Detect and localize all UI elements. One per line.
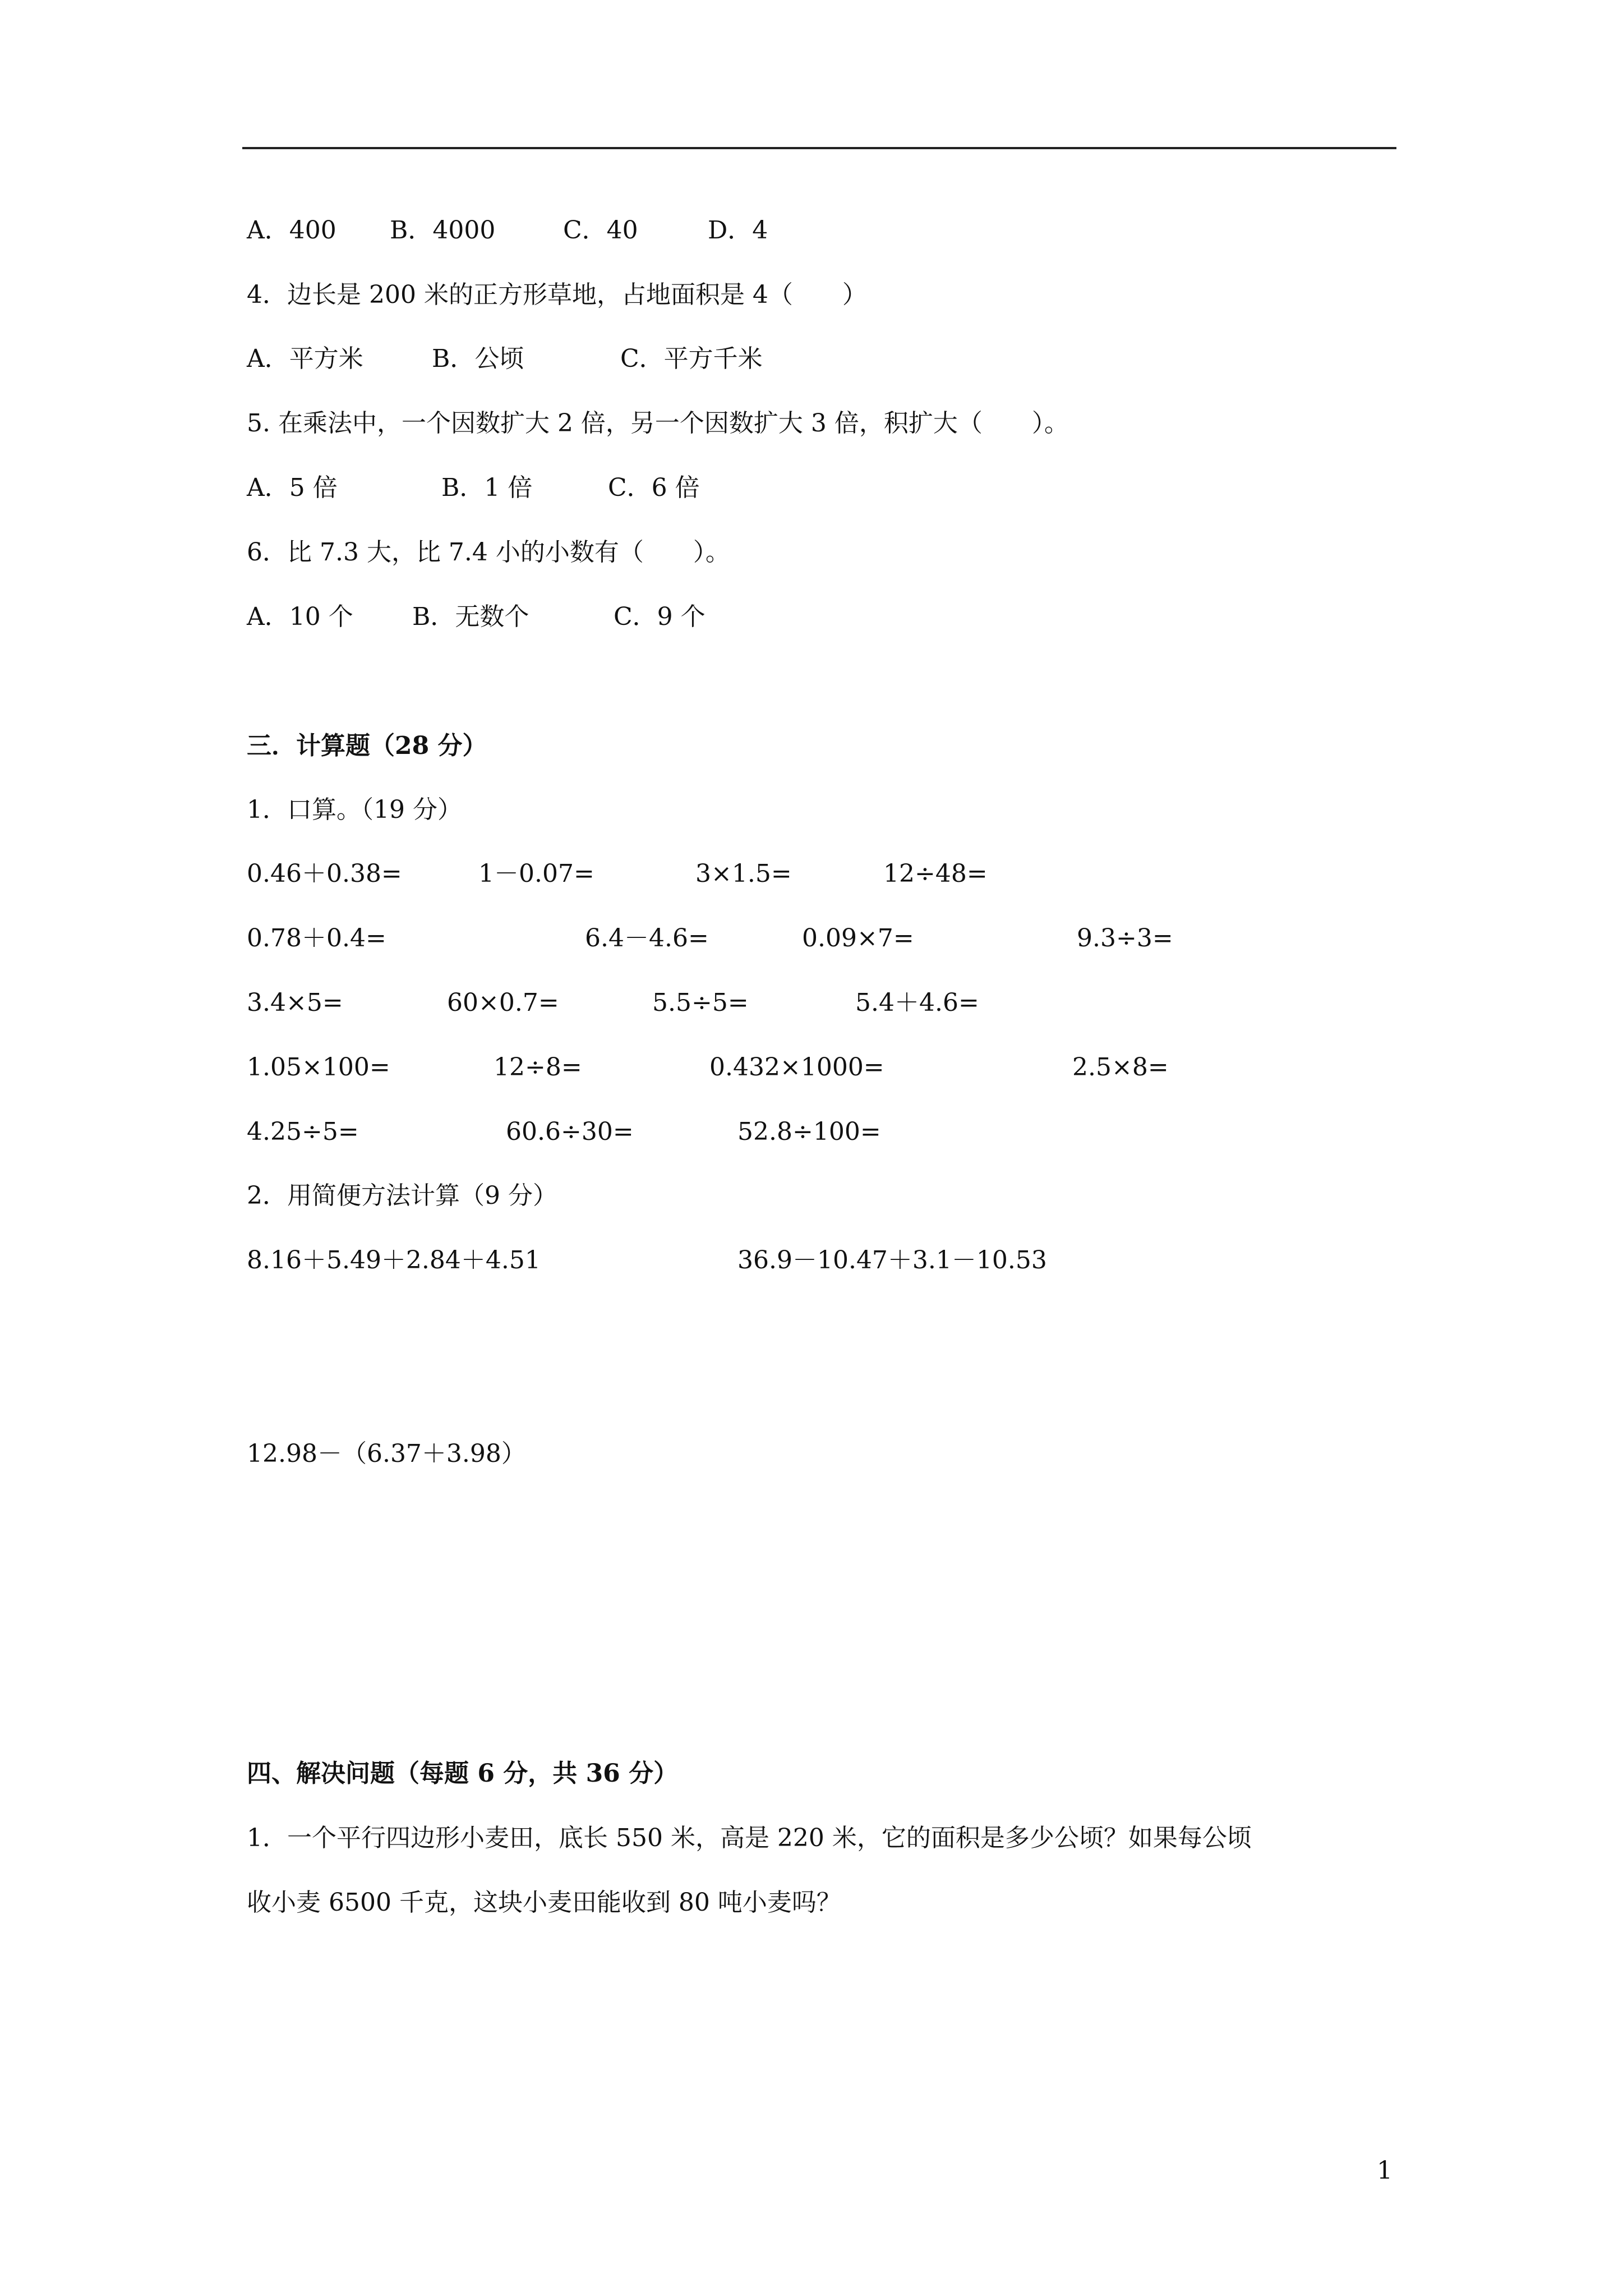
- simple-calc-problem: 36.9－10.47＋3.1－10.53: [737, 1246, 1047, 1274]
- q5-option-a: A．5 倍: [247, 473, 338, 502]
- q3-option-b: B．4000: [390, 216, 496, 245]
- q6-stem: 6．比 7.3 大，比 7.4 小的小数有（ ）。: [247, 538, 730, 567]
- oral-problem: 1.05×100=: [247, 1053, 390, 1082]
- oral-problem: 0.78＋0.4=: [247, 924, 386, 953]
- simple-calc-problem: 8.16＋5.49＋2.84＋4.51: [247, 1246, 541, 1274]
- oral-problem: 0.46＋0.38=: [247, 859, 402, 888]
- oral-problem: 6.4－4.6=: [585, 924, 709, 953]
- oral-problem: 1－0.07=: [478, 859, 594, 888]
- q3-option-a: A．400: [247, 216, 336, 245]
- oral-problem: 12÷8=: [494, 1053, 582, 1082]
- header-rule: [242, 147, 1396, 149]
- oral-problem: 0.09×7=: [802, 924, 914, 953]
- q5-option-b: B．1 倍: [441, 473, 533, 502]
- simple-calc-problem: 12.98－（6.37＋3.98）: [247, 1439, 526, 1468]
- q3-option-c: C．40: [563, 216, 638, 245]
- q5-stem: 5. 在乘法中，一个因数扩大 2 倍，另一个因数扩大 3 倍，积扩大（ ）。: [247, 409, 1069, 438]
- oral-problem: 60×0.7=: [447, 988, 559, 1017]
- q6-option-c: C．9 个: [614, 602, 706, 631]
- oral-problem: 9.3÷3=: [1077, 924, 1173, 953]
- oral-problem: 12÷48=: [883, 859, 988, 888]
- simple-calc-title: 2．用简便方法计算（9 分）: [247, 1181, 557, 1210]
- q3-option-d: D．4: [708, 216, 768, 245]
- oral-problem: 4.25÷5=: [247, 1117, 359, 1146]
- section3-heading: 三．计算题（28 分）: [247, 731, 487, 760]
- q5-option-c: C．6 倍: [608, 473, 700, 502]
- oral-calc-title: 1．口算。（19 分）: [247, 795, 462, 824]
- oral-problem: 52.8÷100=: [737, 1117, 881, 1146]
- q4-option-b: B．公顷: [432, 344, 524, 373]
- oral-problem: 2.5×8=: [1072, 1053, 1169, 1082]
- q6-option-a: A．10 个: [247, 602, 353, 631]
- oral-problem: 3.4×5=: [247, 988, 343, 1017]
- q4-option-c: C．平方千米: [620, 344, 763, 373]
- q6-option-b: B．无数个: [412, 602, 529, 631]
- oral-problem: 5.5÷5=: [652, 988, 749, 1017]
- oral-problem: 3×1.5=: [695, 859, 792, 888]
- section4-heading: 四、解决问题（每题 6 分，共 36 分）: [247, 1759, 679, 1788]
- word-problem-line: 1．一个平行四边形小麦田，底长 550 米，高是 220 米，它的面积是多少公顷？如果每公顷: [247, 1824, 1252, 1852]
- word-problem-line: 收小麦 6500 千克，这块小麦田能收到 80 吨小麦吗？: [247, 1888, 841, 1917]
- oral-problem: 0.432×1000=: [709, 1053, 884, 1082]
- oral-problem: 5.4＋4.6=: [855, 988, 979, 1017]
- oral-problem: 60.6÷30=: [506, 1117, 634, 1146]
- q4-stem: 4．边长是 200 米的正方形草地，占地面积是 4（ ）: [247, 280, 867, 309]
- q4-option-a: A．平方米: [247, 344, 363, 373]
- page-number: 1: [1377, 2156, 1393, 2185]
